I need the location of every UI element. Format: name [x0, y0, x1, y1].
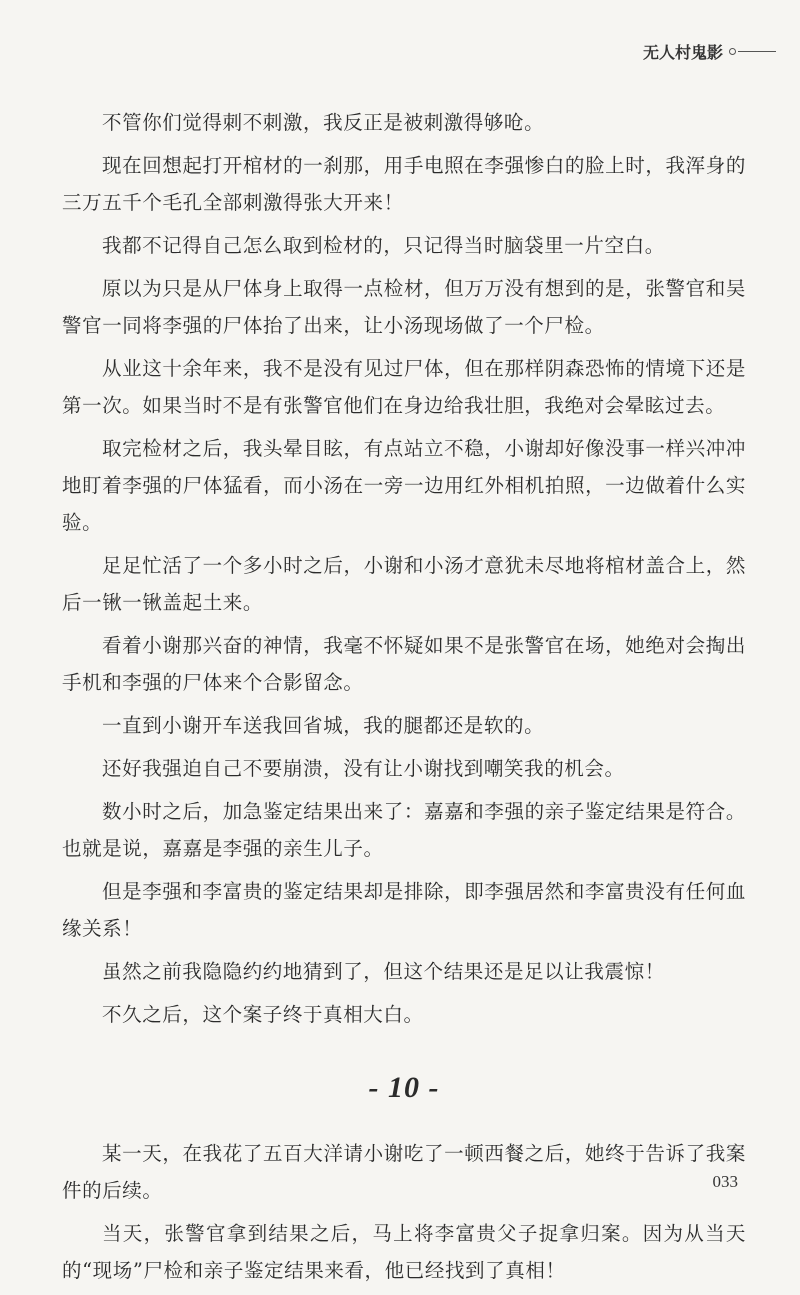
- book-title: 无人村鬼影: [642, 43, 723, 62]
- paragraph: 某一天，在我花了五百大洋请小谢吃了一顿西餐之后，她终于告诉了我案件的后续。: [62, 1142, 746, 1202]
- paragraph: 数小时之后，加急鉴定结果出来了：嘉嘉和李强的亲子鉴定结果是符合。也就是说，嘉嘉是李强的亲生儿子。: [62, 800, 746, 860]
- paragraph: 不久之后，这个案子终于真相大白。: [102, 1003, 424, 1026]
- paragraph: 现在回想起打开棺材的一刹那，用手电照在李强惨白的脸上时，我浑身的三万五千个毛孔全部刺激得张大开来！: [62, 154, 746, 214]
- paragraph: 不管你们觉得刺不刺激，我反正是被刺激得够呛。: [102, 111, 545, 134]
- chapter-heading: - 10 -: [368, 1071, 440, 1104]
- paragraph: 看着小谢那兴奋的神情，我毫不怀疑如果不是张警官在场，她绝对会掏出手机和李强的尸体来个合影留念。: [62, 634, 746, 694]
- page-number: 033: [712, 1172, 738, 1191]
- paragraph: 但是李强和李富贵的鉴定结果却是排除，即李强居然和李富贵没有任何血缘关系！: [62, 880, 746, 940]
- paragraph: 原以为只是从尸体身上取得一点检材，但万万没有想到的是，张警官和吴警官一同将李强的尸体抬了出来，让小汤现场做了一个尸检。: [62, 277, 746, 337]
- paragraph: 虽然之前我隐隐约约地猜到了，但这个结果还是足以让我震惊！: [102, 960, 665, 983]
- paragraph: 一直到小谢开车送我回省城，我的腿都还是软的。: [102, 714, 545, 737]
- paragraph: 从业这十余年来，我不是没有见过尸体，但在那样阴森恐怖的情境下还是第一次。如果当时不是有张警官他们在身边给我壮胆，我绝对会晕眩过去。: [62, 357, 746, 417]
- paragraph: 取完检材之后，我头晕目眩，有点站立不稳，小谢却好像没事一样兴冲冲地盯着李强的尸体猛看，而小汤在一旁一边用红外相机拍照，一边做着什么实验。: [62, 437, 746, 534]
- page-body: [62, 104, 746, 1295]
- running-header: [643, 40, 776, 63]
- paragraph: 我都不记得自己怎么取到检材的，只记得当时脑袋里一片空白。: [102, 234, 665, 257]
- header-ornament-icon: [729, 48, 776, 55]
- paragraph: 当天，张警官拿到结果之后，马上将李富贵父子捉拿归案。因为从当天的“现场”尸检和亲子鉴定结果来看，他已经找到了真相！: [62, 1222, 746, 1282]
- paragraph: 还好我强迫自己不要崩溃，没有让小谢找到嘲笑我的机会。: [102, 757, 625, 780]
- paragraph: 足足忙活了一个多小时之后，小谢和小汤才意犹未尽地将棺材盖合上，然后一锹一锹盖起土来。: [62, 554, 746, 614]
